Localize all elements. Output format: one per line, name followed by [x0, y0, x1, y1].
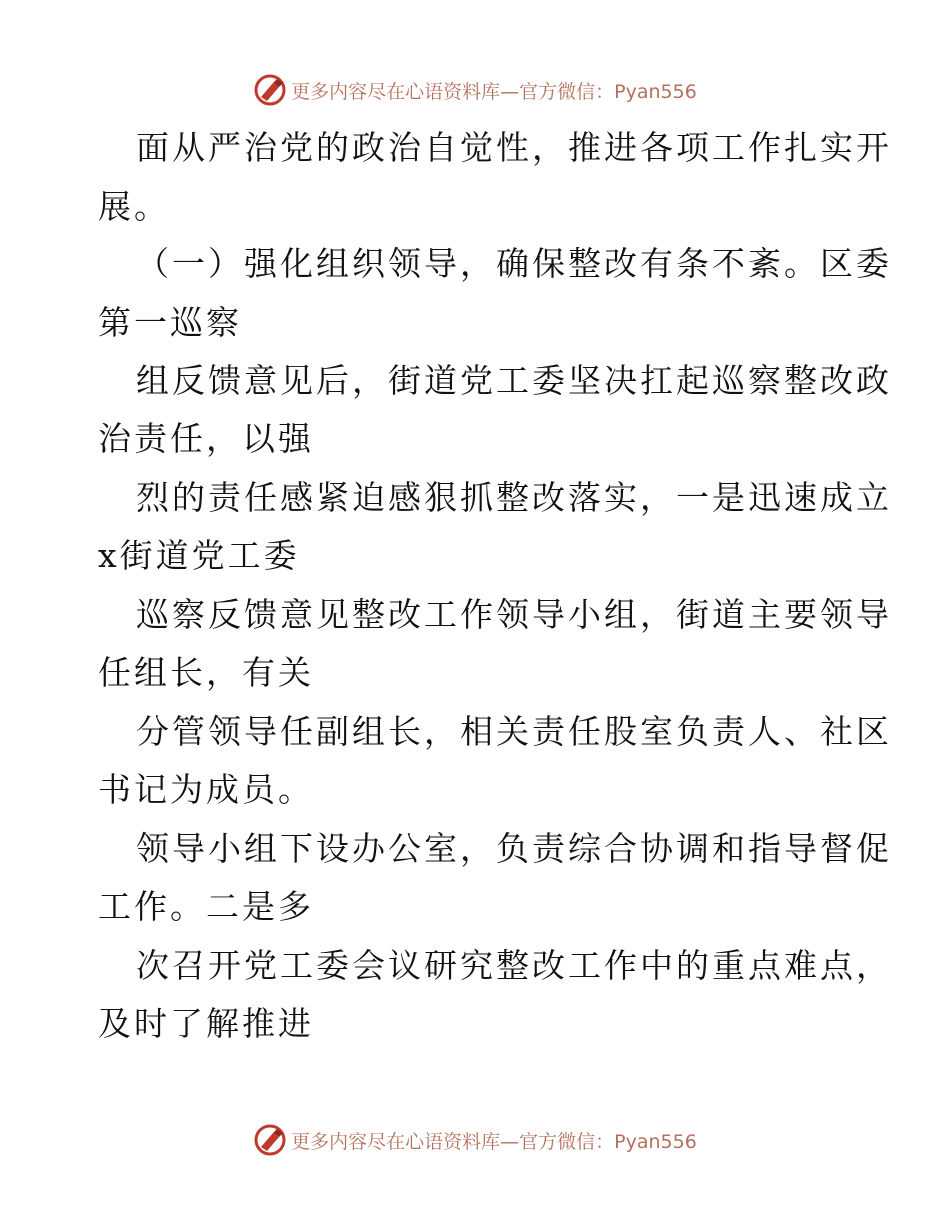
- body-line: 第一巡察: [98, 303, 242, 342]
- body-line: x街道党工委: [98, 536, 300, 575]
- body-line: 任组长，有关: [98, 653, 314, 692]
- body-line: 巡察反馈意见整改工作领导小组，街道主要领导: [136, 595, 892, 634]
- footer-banner: [0, 1120, 950, 1160]
- body-line: 组反馈意见后，街道党工委坚决扛起巡察整改政: [136, 361, 892, 400]
- body-line: 次召开党工委会议研究整改工作中的重点难点，: [136, 946, 892, 985]
- footer-banner-text: 更多内容尽在心语资料库—官方微信：Pyan556: [291, 1130, 697, 1153]
- pen-logo-icon: [253, 73, 287, 107]
- body-line: 展。: [98, 187, 170, 226]
- body-line: 书记为成员。: [98, 770, 314, 809]
- body-line: 分管领导任副组长，相关责任股室负责人、社区: [136, 712, 892, 751]
- body-line: 面从严治党的政治自觉性，推进各项工作扎实开: [136, 128, 892, 167]
- body-line: 及时了解推进: [98, 1004, 314, 1043]
- body-line: （一）强化组织领导，确保整改有条不紊。区委: [136, 244, 892, 283]
- body-line: 工作。二是多: [98, 887, 314, 926]
- body-line: 治责任，以强: [98, 419, 314, 458]
- header-banner-text: 更多内容尽在心语资料库—官方微信：Pyan556: [291, 80, 697, 103]
- header-banner: [0, 70, 950, 110]
- body-line: 领导小组下设办公室，负责综合协调和指导督促: [136, 829, 892, 868]
- body-line: 烈的责任感紧迫感狠抓整改落实，一是迅速成立: [136, 478, 892, 517]
- pen-logo-icon: [253, 1123, 287, 1157]
